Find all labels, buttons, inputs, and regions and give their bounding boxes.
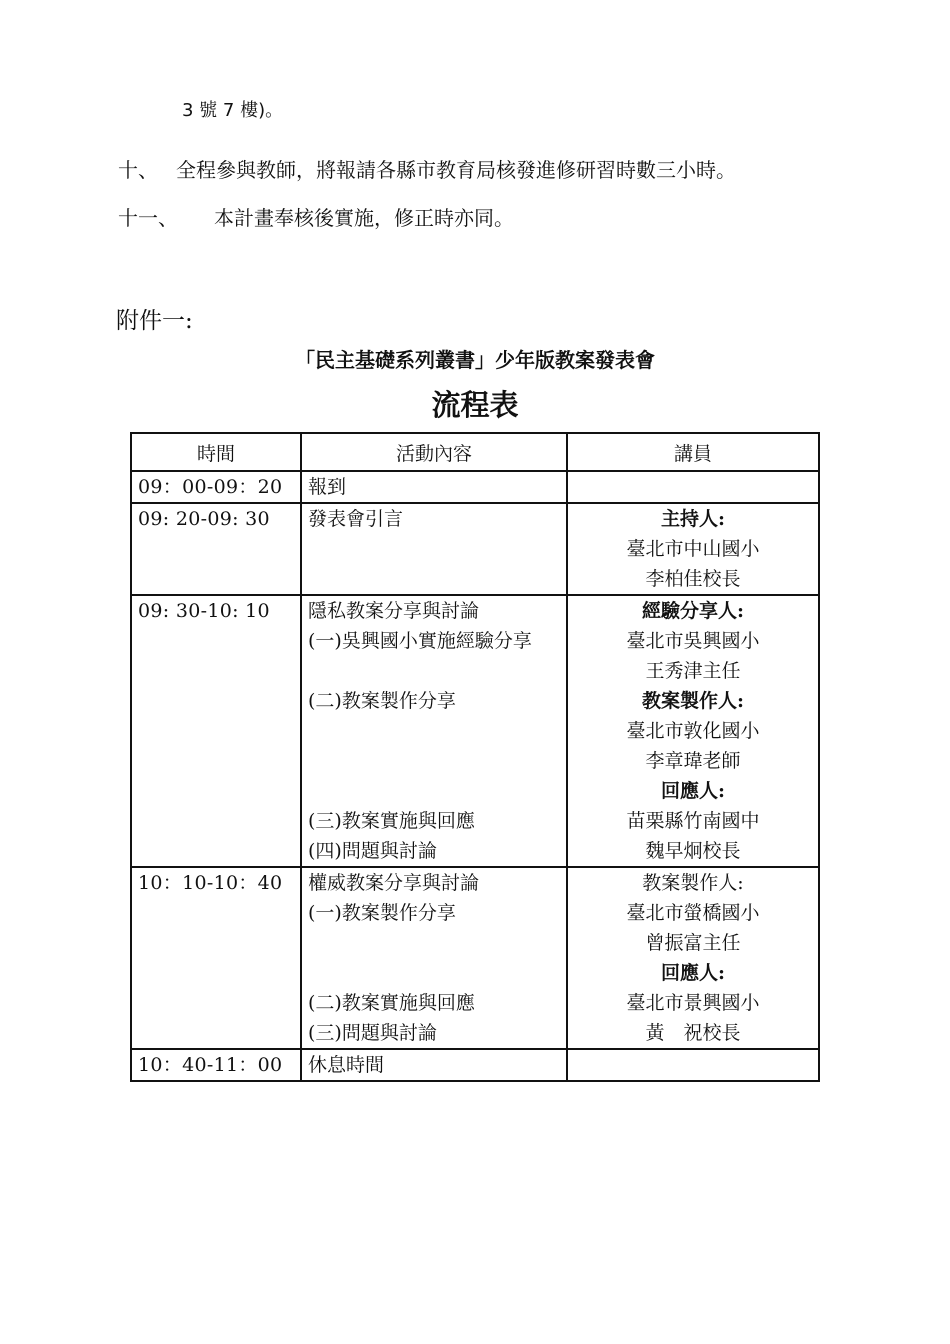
time-cell bbox=[131, 471, 301, 503]
activity-subitem bbox=[308, 716, 560, 746]
time-text: 09：00-09：20 bbox=[138, 476, 283, 498]
activity-subitem bbox=[308, 776, 560, 806]
activity-subitem: (三)問題與討論 bbox=[308, 1022, 437, 1044]
speaker-line: 曾振富主任 bbox=[645, 932, 741, 954]
activity-subitem: (三)教案實施與回應 bbox=[308, 810, 475, 832]
speaker-cell bbox=[567, 503, 819, 595]
header-speaker: 講員 bbox=[567, 433, 819, 471]
activity-cell bbox=[301, 471, 567, 503]
speaker-line: 王秀津主任 bbox=[645, 660, 741, 682]
speaker-line: 黃 祝校長 bbox=[645, 1022, 741, 1044]
speaker-role: 經驗分享人: bbox=[641, 600, 744, 622]
time-cell bbox=[131, 503, 301, 595]
speaker-line: 臺北市景興國小 bbox=[626, 992, 760, 1014]
item-number: 十、 bbox=[118, 158, 158, 182]
activity-subitem: (一)教案製作分享 bbox=[308, 902, 456, 924]
activity-subitem: (二)教案製作分享 bbox=[308, 690, 456, 712]
event-subtitle: 「民主基礎系列叢書」少年版教案發表會 bbox=[295, 348, 655, 372]
speaker-line: 魏早炯校長 bbox=[645, 840, 741, 862]
speaker-line: 李柏佳校長 bbox=[645, 568, 741, 590]
activity-cell bbox=[301, 1049, 567, 1081]
activity-subitem bbox=[308, 958, 560, 988]
speaker-role: 教案製作人: bbox=[642, 872, 744, 894]
speaker-line: 李章瑋老師 bbox=[645, 750, 741, 772]
time-text: 10：10-10：40 bbox=[138, 872, 283, 894]
activity-title: 報到 bbox=[308, 476, 347, 498]
header-activity: 活動內容 bbox=[301, 433, 567, 471]
speaker-cell bbox=[567, 867, 819, 1049]
activity-title: 發表會引言 bbox=[308, 508, 404, 530]
time-cell bbox=[131, 867, 301, 1049]
continuation-text: 3 號 7 樓)。 bbox=[182, 100, 284, 121]
table-row bbox=[131, 595, 819, 867]
activity-subitem: (四)問題與討論 bbox=[308, 840, 437, 862]
activity-subitem: (二)教案實施與回應 bbox=[308, 992, 475, 1014]
header-time: 時間 bbox=[131, 433, 301, 471]
speaker-cell bbox=[567, 595, 819, 867]
speaker-cell bbox=[567, 1049, 819, 1081]
activity-title: 休息時間 bbox=[308, 1054, 385, 1076]
speaker-line: 臺北市吳興國小 bbox=[626, 630, 760, 652]
table-row bbox=[131, 867, 819, 1049]
schedule-table bbox=[130, 432, 820, 1082]
activity-cell bbox=[301, 867, 567, 1049]
page-title: 流程表 bbox=[431, 388, 519, 422]
activity-subitem bbox=[308, 746, 560, 776]
activity-subitem bbox=[308, 928, 560, 958]
activity-subitem bbox=[308, 656, 560, 686]
item-number: 十一、 bbox=[118, 206, 178, 230]
speaker-cell bbox=[567, 471, 819, 503]
time-text: 09: 20-09: 30 bbox=[138, 508, 270, 530]
activity-subitem: (一)吳興國小實施經驗分享 bbox=[308, 630, 532, 652]
time-cell bbox=[131, 595, 301, 867]
speaker-line: 臺北市中山國小 bbox=[626, 538, 760, 560]
speaker-role: 回應人: bbox=[660, 780, 725, 802]
table-row bbox=[131, 503, 819, 595]
table-row bbox=[131, 1049, 819, 1081]
speaker-role: 主持人: bbox=[660, 508, 725, 530]
item-10 bbox=[118, 154, 736, 183]
table-header-row bbox=[131, 433, 819, 471]
speaker-role: 教案製作人: bbox=[641, 690, 744, 712]
activity-cell bbox=[301, 503, 567, 595]
item-text: 全程參與教師，將報請各縣市教育局核發進修研習時數三小時。 bbox=[176, 158, 736, 182]
activity-title: 隱私教案分享與討論 bbox=[308, 600, 480, 622]
speaker-role: 回應人: bbox=[660, 962, 725, 984]
time-text: 09: 30-10: 10 bbox=[138, 600, 270, 622]
item-11 bbox=[118, 202, 514, 231]
speaker-line: 臺北市螢橋國小 bbox=[626, 902, 760, 924]
table-row bbox=[131, 471, 819, 503]
time-text: 10：40-11：00 bbox=[138, 1054, 283, 1076]
activity-cell bbox=[301, 595, 567, 867]
attachment-label: 附件一: bbox=[116, 308, 193, 334]
speaker-line: 臺北市敦化國小 bbox=[626, 720, 760, 742]
time-cell bbox=[131, 1049, 301, 1081]
activity-title: 權威教案分享與討論 bbox=[308, 872, 480, 894]
item-text: 本計畫奉核後實施，修正時亦同。 bbox=[214, 206, 514, 230]
speaker-line: 苗栗縣竹南國中 bbox=[626, 810, 760, 832]
